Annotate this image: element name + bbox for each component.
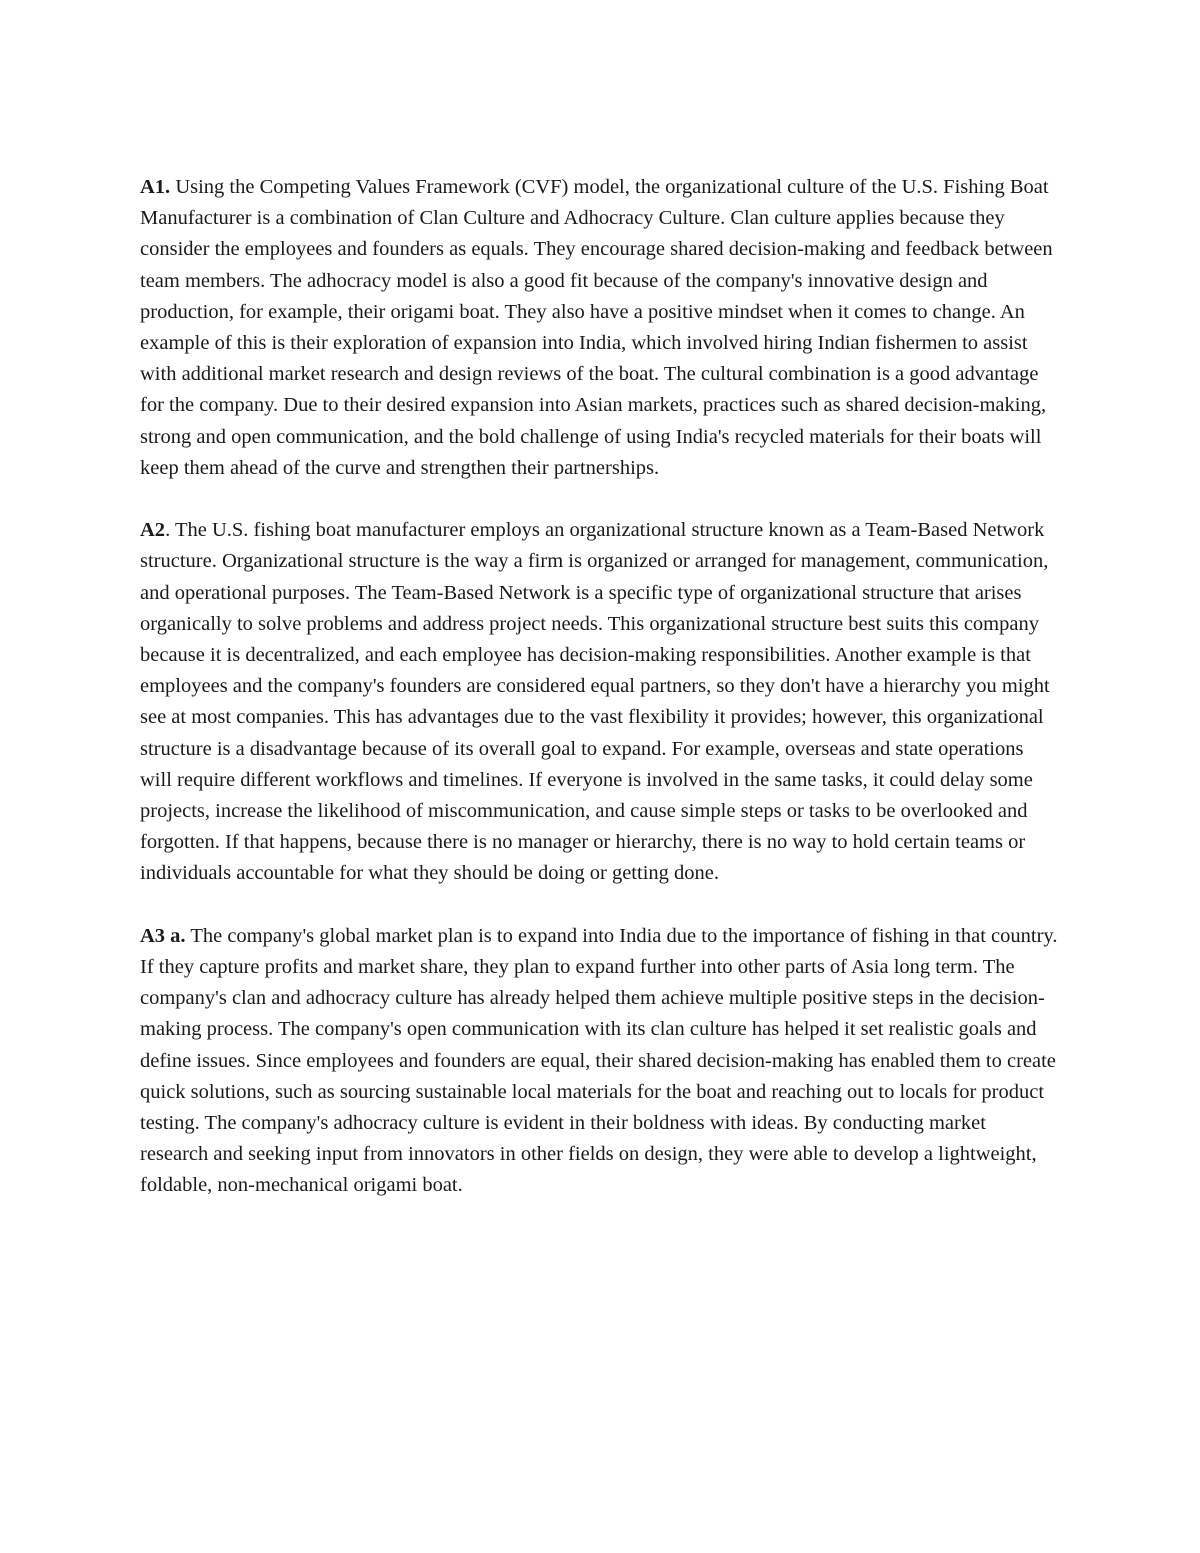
paragraph-label-a2: A2 [140, 519, 166, 542]
paragraph-label-a3a: A3 a. [140, 924, 186, 947]
paragraph-text-a2: . The U.S. fishing boat manufacturer employs an organizational structure known as a Team-Based Network structure. Organizational structure is the way a firm is organized or arranged for management, communication, and operational purposes. The Team-Based Network is a specific type of organizational structure that arises organically to solve problems and address project needs. This organizational structure best suits this company because it is decentralized, and each employee has decision-making responsibilities. Another example is that employees and the company's founders are considered equal partners, so they don't have a hierarchy you might see at most companies. This has advantages due to the vast flexibility it provides; however, this organizational structure is a disadvantage because of its overall goal to expand. For example, overseas and state operations will require different workflows and timelines. If everyone is involved in the same tasks, it could delay some projects, increase the likelihood of miscommunication, and cause simple steps or tasks to be overlooked and forgotten. If that happens, because there is no manager or hierarchy, there is no way to hold certain teams or individuals accountable for what they should be doing or getting done. [140, 519, 1050, 885]
paragraph-a1 [140, 172, 1058, 484]
document-body [140, 172, 1058, 1233]
paragraph-text-a3a: The company's global market plan is to expand into India due to the importance of fishing in that country. If they capture profits and market share, they plan to expand further into other parts of Asia long term. The company's clan and adhocracy culture has already helped them achieve multiple positive steps in the decision-making process. The company's open communication with its clan culture has helped it set realistic goals and define issues. Since employees and founders are equal, their shared decision-making has enabled them to create quick solutions, such as sourcing sustainable local materials for the boat and reaching out to locals for product testing. The company's adhocracy culture is evident in their boldness with ideas. By conducting market research and seeking input from innovators in other fields on design, they were able to develop a lightweight, foldable, non-mechanical origami boat. [140, 924, 1058, 1197]
paragraph-text-a1: Using the Competing Values Framework (CVF) model, the organizational culture of the U.S. Fishing Boat Manufacturer is a combination of Clan Culture and Adhocracy Culture. Clan culture applies because they consider the employees and founders as equals. They encourage shared decision-making and feedback between team members. The adhocracy model is also a good fit because of the company's innovative design and production, for example, their origami boat. They also have a positive mindset when it comes to change. An example of this is their exploration of expansion into India, which involved hiring Indian fishermen to assist with additional market research and design reviews of the boat. The cultural combination is a good advantage for the company. Due to their desired expansion into Asian markets, practices such as shared decision-making, strong and open communication, and the bold challenge of using India's recycled materials for their boats will keep them ahead of the curve and strengthen their partnerships. [140, 176, 1053, 479]
paragraph-a2 [140, 515, 1058, 889]
paragraph-a3a [140, 921, 1058, 1202]
paragraph-label-a1: A1. [140, 176, 171, 198]
